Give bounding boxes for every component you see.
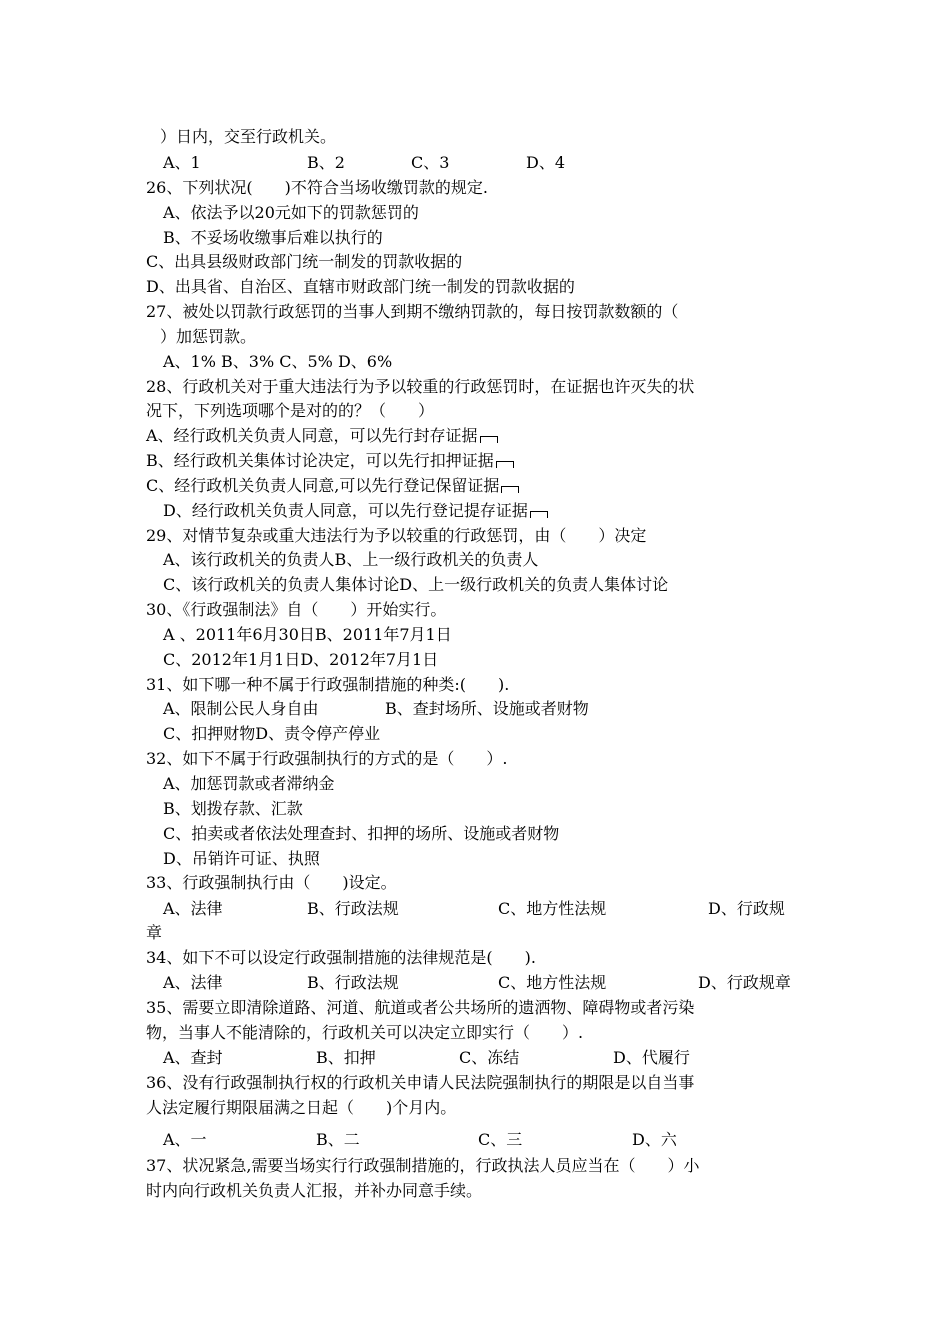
q34-option-d: D、行政规章	[698, 973, 791, 992]
q31-option-a: A、限制公民人身自由	[163, 699, 319, 718]
q35-stem-line1: 35、需要立即清除道路、河道、航道或者公共场所的遗洒物、障碍物或者污染	[146, 998, 695, 1017]
q33-option-c: C、地方性法规	[498, 899, 607, 918]
q28-mark-c	[501, 486, 519, 493]
q37-stem-line1: 37、状况紧急,需要当场实行行政强制措施的，行政执法人员应当在（ ）小	[146, 1156, 700, 1175]
q37-stem-line2: 时内向行政机关负责人汇报，并补办同意手续。	[146, 1181, 483, 1200]
q30-stem: 30、《行政强制法》自（ ）开始实行。	[146, 600, 447, 619]
q35-option-a: A、查封	[163, 1048, 223, 1067]
q34-option-b: B、行政法规	[307, 973, 399, 992]
q25-option-c: C、3	[411, 153, 450, 172]
q29-stem: 29、对情节复杂或重大违法行为予以较重的行政惩罚，由（ ）决定	[146, 526, 647, 545]
q26-option-c: C、出具县级财政部门统一制发的罚款收据的	[146, 252, 463, 271]
q25-option-a: A、1	[163, 153, 201, 172]
q32-option-b: B、划拨存款、汇款	[163, 799, 303, 818]
q36-option-b: B、二	[316, 1130, 360, 1149]
q36-option-a: A、一	[163, 1130, 207, 1149]
q33-option-d-wrap: 章	[146, 923, 163, 942]
q34-stem: 34、如下不可以设定行政强制措施的法律规范是( ).	[146, 948, 536, 967]
q32-stem: 32、如下不属于行政强制执行的方式的是（ ）.	[146, 749, 508, 768]
q30-options-ab: A 、2011年6月30日B、2011年7月1日	[163, 625, 452, 644]
q36-stem-line1: 36、没有行政强制执行权的行政机关申请人民法院强制执行的期限是以自当事	[146, 1073, 695, 1092]
q28-mark-b	[496, 461, 514, 468]
q28-option-a: A、经行政机关负责人同意，可以先行封存证据	[146, 426, 498, 446]
q28-mark-d	[530, 511, 548, 518]
q36-option-c: C、三	[478, 1130, 523, 1149]
q29-options-cd: C、该行政机关的负责人集体讨论D、上一级行政机关的负责人集体讨论	[163, 575, 669, 594]
q36-stem-line2: 人法定履行期限届满之日起（ )个月内。	[146, 1098, 457, 1117]
q33-option-a: A、法律	[163, 899, 223, 918]
q33-option-d: D、行政规	[708, 899, 785, 918]
q35-stem-line2: 物，当事人不能清除的，行政机关可以决定立即实行（ ）.	[146, 1023, 584, 1042]
q32-option-d: D、吊销许可证、执照	[163, 849, 320, 868]
q31-options-cd: C、扣押财物D、责令停产停业	[163, 724, 381, 743]
q35-option-d: D、代履行	[613, 1048, 690, 1067]
q32-option-c: C、拍卖或者依法处理查封、扣押的场所、设施或者财物	[163, 824, 560, 843]
q27-options: A、1% B、3% C、5% D、6%	[163, 352, 393, 371]
q28-option-b: B、经行政机关集体讨论决定，可以先行扣押证据	[146, 451, 514, 471]
q25-option-d: D、4	[526, 153, 566, 172]
q34-option-a: A、法律	[163, 973, 223, 992]
q28-option-c: C、经行政机关负责人同意,可以先行登记保留证据	[146, 476, 519, 496]
q28-stem-line1: 28、行政机关对于重大违法行为予以较重的行政惩罚时，在证据也许灭失的状	[146, 377, 695, 396]
q29-options-ab: A、该行政机关的负责人B、上一级行政机关的负责人	[163, 550, 539, 569]
q36-option-d: D、六	[632, 1130, 677, 1149]
q35-option-b: B、扣押	[316, 1048, 376, 1067]
q35-option-c: C、冻结	[459, 1048, 520, 1067]
q31-stem: 31、如下哪一种不属于行政强制措施的种类:( ).	[146, 675, 510, 694]
q31-option-b: B、查封场所、设施或者财物	[385, 699, 589, 718]
q26-stem: 26、下列状况( )不符合当场收缴罚款的规定.	[146, 178, 488, 197]
q26-option-d: D、出具省、自治区、直辖市财政部门统一制发的罚款收据的	[146, 277, 575, 296]
q25-stem-tail: ）日内，交至行政机关。	[160, 127, 337, 146]
q34-option-c: C、地方性法规	[498, 973, 607, 992]
q33-option-b: B、行政法规	[307, 899, 399, 918]
q28-mark-a	[480, 436, 498, 443]
q25-option-b: B、2	[307, 153, 345, 172]
q32-option-a: A、加惩罚款或者滞纳金	[163, 774, 335, 793]
q27-stem-line2: ）加惩罚款。	[160, 327, 257, 346]
q28-stem-line2: 况下，下列选项哪个是对的的？（ ）	[146, 401, 435, 420]
q28-option-d: D、经行政机关负责人同意，可以先行登记提存证据	[163, 501, 548, 521]
q30-options-cd: C、2012年1月1日D、2012年7月1日	[163, 650, 439, 669]
q33-stem: 33、行政强制执行由（ )设定。	[146, 873, 397, 892]
q26-option-a: A、依法予以20元如下的罚款惩罚的	[163, 203, 419, 222]
q27-stem-line1: 27、被处以罚款行政惩罚的当事人到期不缴纳罚款的，每日按罚款数额的（	[146, 302, 679, 321]
q26-option-b: B、不妥场收缴事后难以执行的	[163, 228, 383, 247]
